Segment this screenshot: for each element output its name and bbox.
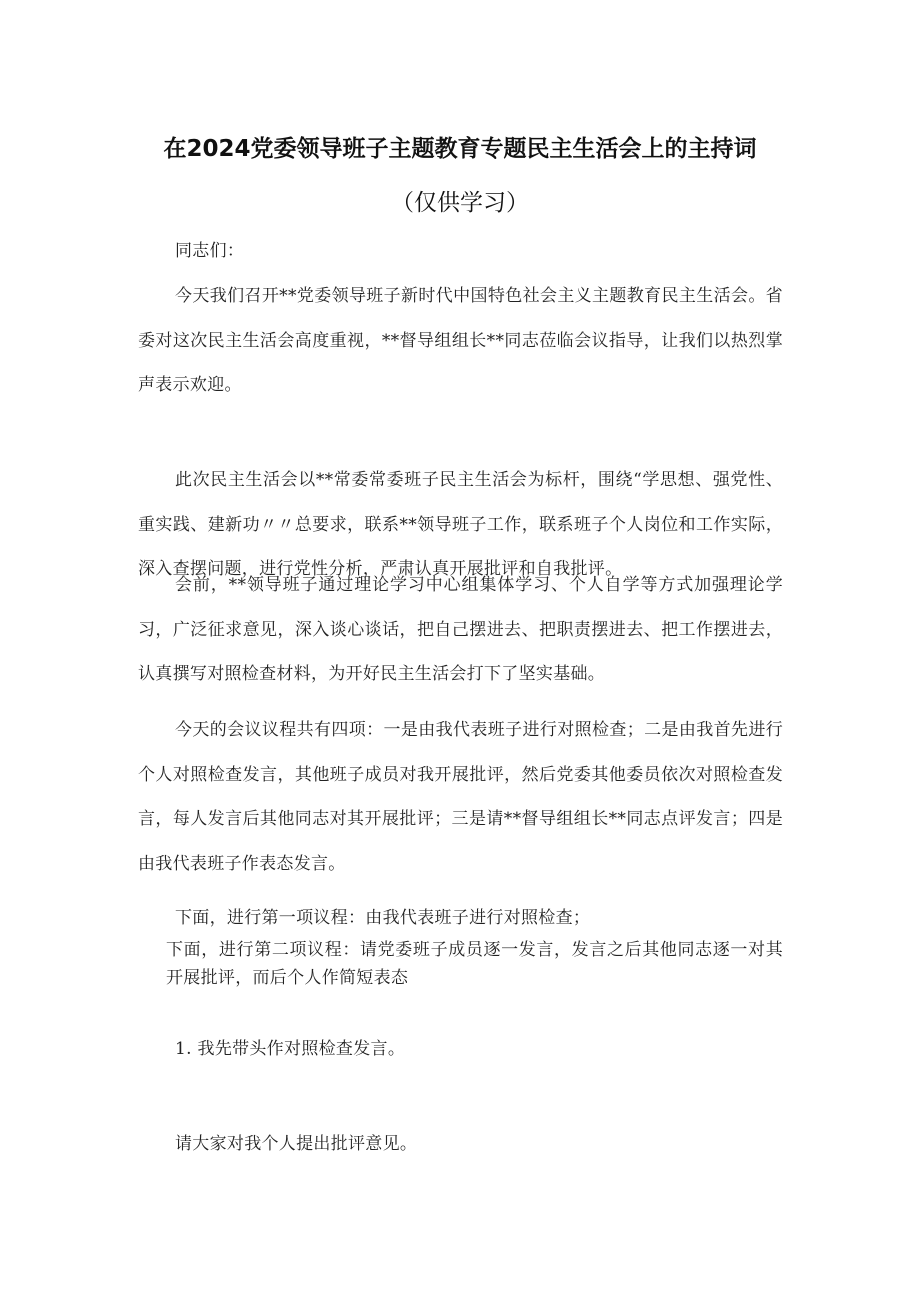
paragraph-preparation: 会前，**领导班子通过理论学习中心组集体学习、个人自学等方式加强理论学习，广泛征求意见，深入谈心谈话，把自己摆进去、把职责摆进去、把工作摆进去，认真撰写对照检查材料，为开好民主生活会打下了坚实基础。 — [138, 575, 783, 684]
greeting: 同志们： — [175, 241, 245, 261]
paragraph-item-one: 下面，进行第一项议程：由我代表班子进行对照检查； — [175, 908, 591, 928]
document-title: 在2024党委领导班子主题教育专题民主生活会上的主持词 — [163, 136, 757, 162]
document-subtitle: （仅供学习） — [391, 190, 529, 216]
paragraph-item-two: 下面，进行第二项议程：请党委班子成员逐一发言，发言之后其他同志逐一对其开展批评，而后个人作简短表态 — [166, 940, 783, 988]
paragraph-opening: 今天我们召开**党委领导班子新时代中国特色社会主义主题教育民主生活会。省委对这次民主生活会高度重视，**督导组组长**同志莅临会议指导，让我们以热烈掌声表示欢迎。 — [138, 286, 783, 395]
paragraph-purpose: 此次民主生活会以**常委常委班子民主生活会为标杆，围绕“学思想、强党性、重实践、建新功〃〃总要求，联系**领导班子工作，联系班子个人岗位和工作实际，深入查摆问题，进行党性分析，严肃认真开展批评和自我批评。 — [138, 470, 783, 579]
paragraph-criticism: 请大家对我个人提出批评意见。 — [175, 1134, 418, 1154]
paragraph-agenda: 今天的会议议程共有四项：一是由我代表班子进行对照检查；二是由我首先进行个人对照检查发言，其他班子成员对我开展批评，然后党委其他委员依次对照检查发言，每人发言后其他同志对其开展批评；三是请**督导组组长**同志点评发言；四是由我代表班子作表态发言。 — [138, 720, 783, 874]
paragraph-self-check: 1. 我先带头作对照检查发言。 — [175, 1039, 406, 1059]
